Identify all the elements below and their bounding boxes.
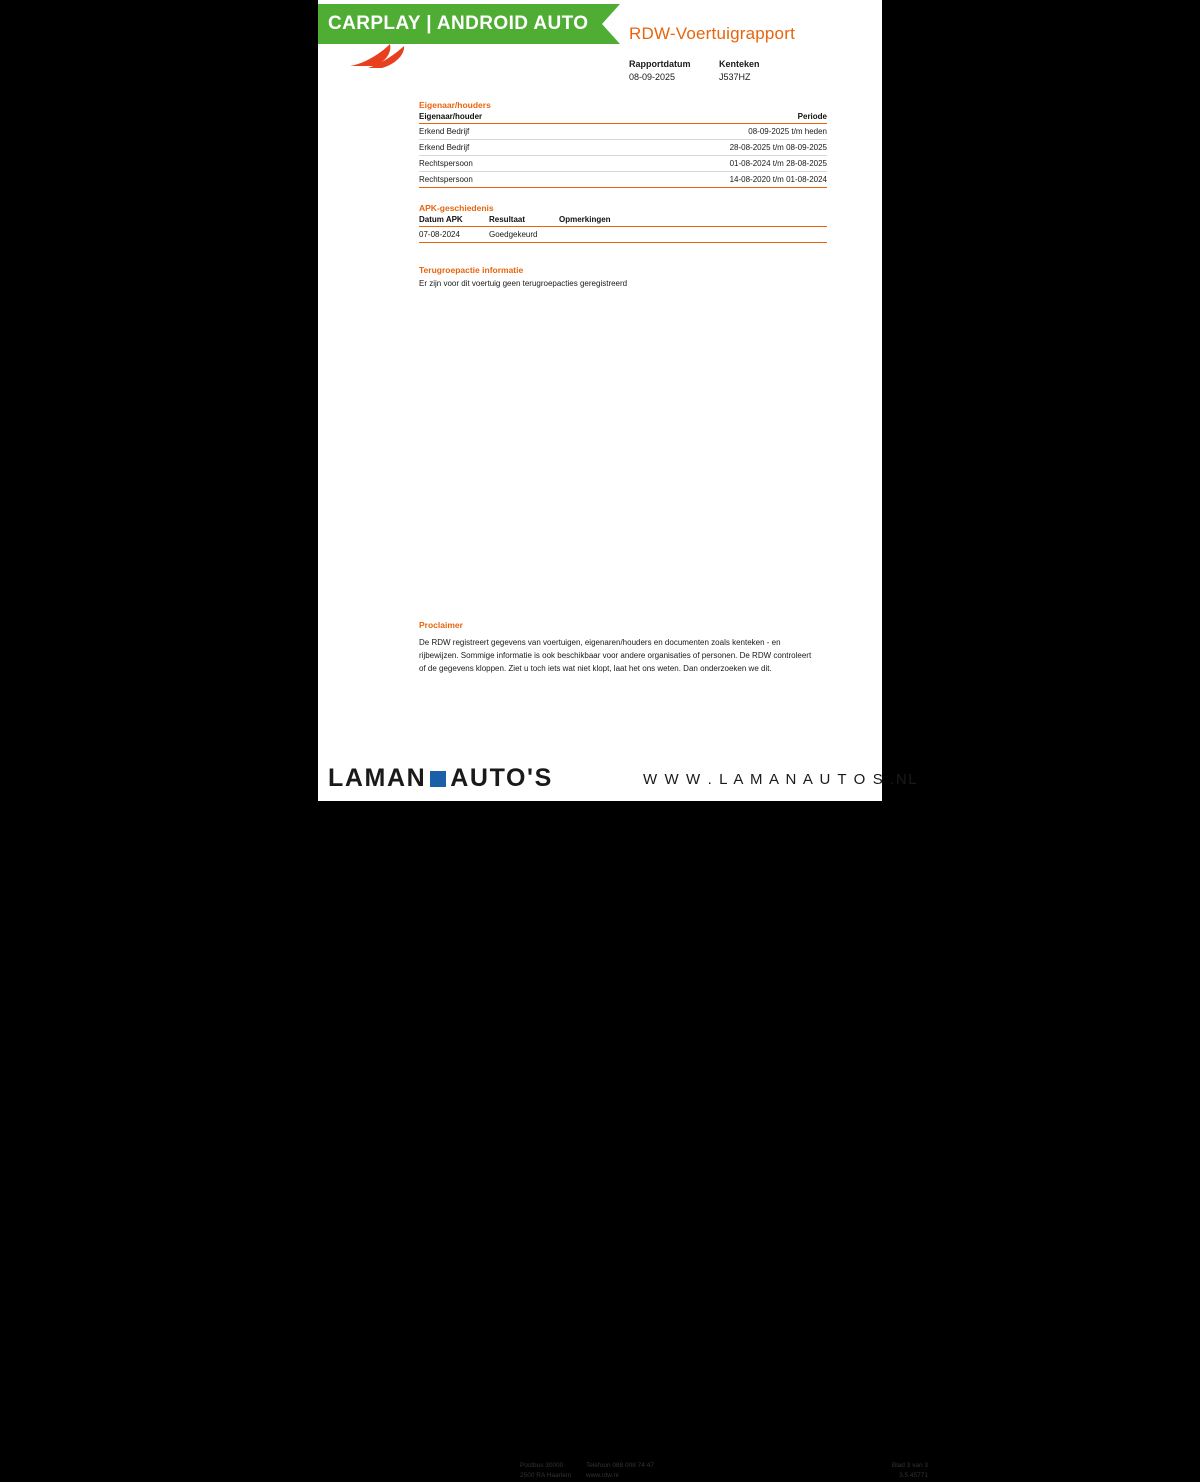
apk-col-date: Datum APK <box>419 215 489 227</box>
flame-swoosh-icon <box>348 42 418 68</box>
laman-logo-left: LAMAN <box>328 764 427 792</box>
footer-content <box>520 1462 928 1482</box>
owner-cell: Rechtspersoon <box>419 156 579 172</box>
period-cell: 01-08-2024 t/m 28-08-2025 <box>579 156 827 172</box>
table-row <box>419 124 827 140</box>
apk-result-cell: Goedgekeurd <box>489 227 559 243</box>
carplay-android-auto-banner <box>318 4 602 44</box>
laman-square-icon <box>430 771 446 787</box>
period-cell: 28-08-2025 t/m 08-09-2025 <box>579 140 827 156</box>
report-title: RDW-Voertuigrapport <box>629 24 795 43</box>
apk-remarks-cell <box>559 227 827 243</box>
report-date-label: Rapportdatum <box>629 59 691 69</box>
dealer-branding-bar <box>318 752 919 801</box>
apk-table <box>419 215 827 243</box>
table-row <box>419 156 827 172</box>
banner-label: CARPLAY | ANDROID AUTO <box>328 13 589 34</box>
laman-logo <box>328 764 553 793</box>
disclaimer-text: De RDW registreert gegevens van voertuigen, eigenaren/houders en documenten zoals kenteken - en rijbewijzen. Sommige informatie is ook beschikbaar voor andere organisaties of personen. De RDW controleert of de gegevens kloppen. Ziet u toch iets wat niet klopt, laat het ons weten. Dan onderzoeken we dit. <box>419 638 812 673</box>
footer-website: www.rdw.nl <box>586 1472 619 1479</box>
footer-postbus: Postbus 30000 <box>520 1462 564 1469</box>
owners-col-period: Periode <box>579 112 827 124</box>
table-row <box>419 172 827 188</box>
footer-city: 2500 RA Haarlem <box>520 1472 572 1479</box>
owners-section-title: Eigenaar/houders <box>419 100 491 110</box>
disclaimer-section-title: Proclaimer <box>419 620 463 630</box>
report-date-value: 08-09-2025 <box>629 72 676 82</box>
dealer-website-url: W W W . L A M A N A U T O S .NL <box>643 771 919 788</box>
recall-text: Er zijn voor dit voertuig geen terugroepacties geregistreerd <box>419 279 628 288</box>
period-cell: 08-09-2025 t/m heden <box>579 124 827 140</box>
table-row <box>419 140 827 156</box>
table-row <box>419 227 827 243</box>
apk-col-remarks: Opmerkingen <box>559 215 827 227</box>
plate-value: J537HZ <box>719 72 751 82</box>
table-header-row <box>419 215 827 227</box>
banner-notch-shape <box>602 4 620 44</box>
footer-phone: Telefoon 088 008 74 47 <box>586 1462 654 1469</box>
recall-section-title: Terugroepactie informatie <box>419 265 524 275</box>
table-header-row <box>419 112 827 124</box>
owner-cell: Erkend Bedrijf <box>419 124 579 140</box>
apk-date-cell: 07-08-2024 <box>419 227 489 243</box>
apk-col-result: Resultaat <box>489 215 559 227</box>
apk-section-title: APK-geschiedenis <box>419 203 494 213</box>
owners-col-owner: Eigenaar/houder <box>419 112 579 124</box>
document-page <box>318 0 928 1479</box>
plate-label: Kenteken <box>719 59 760 69</box>
period-cell: 14-08-2020 t/m 01-08-2024 <box>579 172 827 188</box>
report-meta <box>629 59 869 82</box>
owner-cell: Rechtspersoon <box>419 172 579 188</box>
laman-logo-right: AUTO'S <box>450 764 553 792</box>
footer-code: 3.5.45771 <box>899 1472 928 1479</box>
owner-cell: Erkend Bedrijf <box>419 140 579 156</box>
footer-page-number: Blad 3 van 3 <box>891 1462 928 1469</box>
owners-table <box>419 112 827 188</box>
